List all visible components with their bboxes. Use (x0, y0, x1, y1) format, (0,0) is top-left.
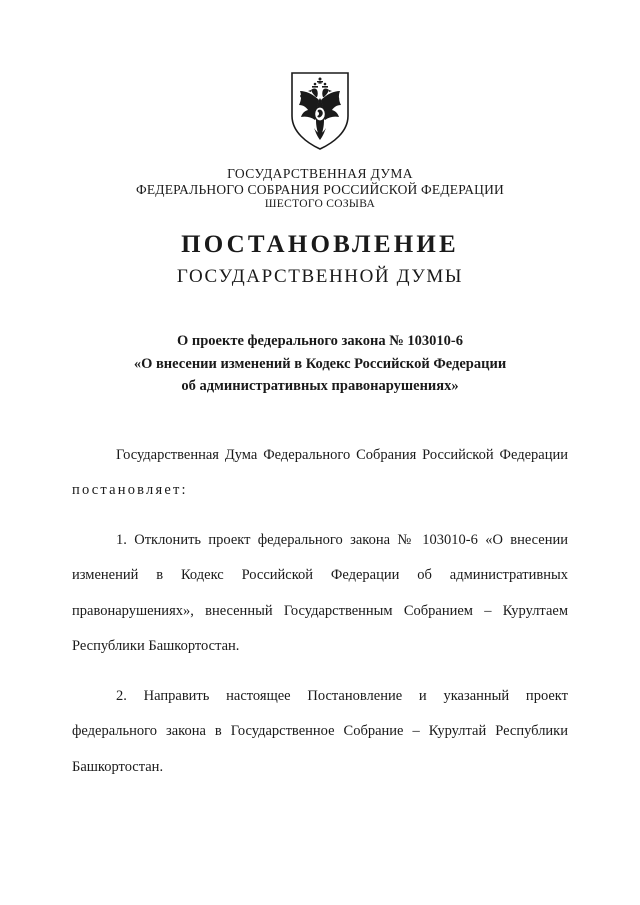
header-line-convocation: ШЕСТОГО СОЗЫВА (264, 197, 376, 210)
subject-line-3: об административных правонарушениях» (181, 378, 459, 395)
preamble-text: Государственная Дума Федерального Собрания Российской Федерации (116, 446, 568, 463)
emblem-container (72, 70, 568, 152)
document-subject (72, 330, 568, 397)
paragraph-item-1: 1. Отклонить проект федерального закона № 103010-6 «О внесении изменений в Кодекс Российской Федерации об административных правонарушениях», внесенный Государственным Собранием – Курултаем Республики Башкортостан. (72, 531, 568, 655)
subject-line-1: О проекте федерального закона № 103010-6 (176, 333, 464, 350)
paragraph-preamble (72, 438, 568, 509)
paragraph-item-2: 2. Направить настоящее Постановление и указанный проект федерального закона в Государственное Собрание – Курултай Республики Башкортостан. (72, 687, 568, 775)
header-line-assembly: ФЕДЕРАЛЬНОГО СОБРАНИЯ РОССИЙСКОЙ ФЕДЕРАЦИИ (136, 181, 504, 197)
page-title: ПОСТАНОВЛЕНИЕ (181, 231, 459, 259)
subject-line-2: «О внесении изменений в Кодекс Российской Федерации (133, 355, 507, 372)
document-body (72, 438, 568, 786)
resolves-word: постановляет: (72, 482, 188, 499)
page-subtitle: ГОСУДАРСТВЕННОЙ ДУМЫ (176, 266, 464, 288)
document-header (72, 166, 568, 211)
header-line-duma: ГОСУДАРСТВЕННАЯ ДУМА (227, 166, 413, 181)
russian-coat-of-arms-icon (289, 70, 351, 152)
